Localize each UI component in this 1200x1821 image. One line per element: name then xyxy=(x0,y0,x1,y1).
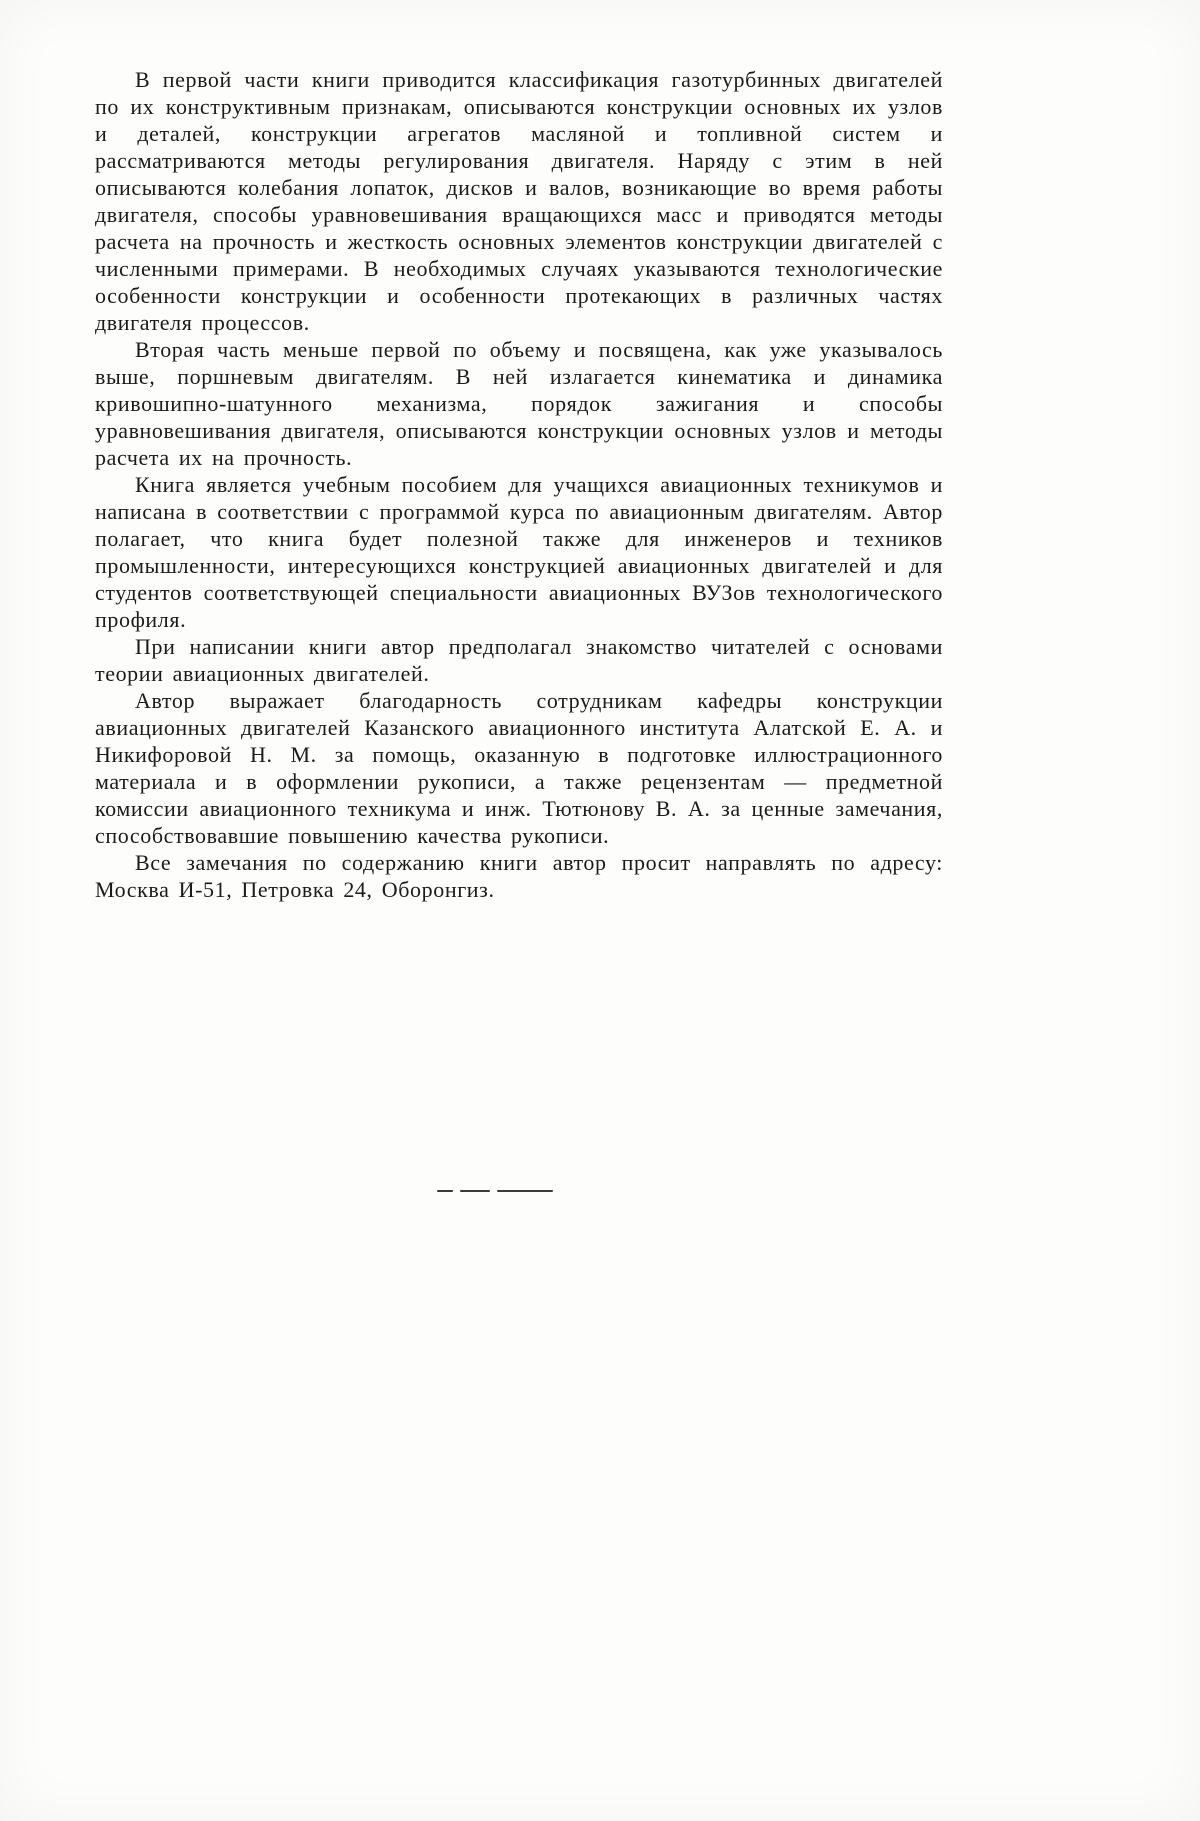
body-text xyxy=(95,66,943,903)
paragraph-part2: Вторая часть меньше первой по объему и посвящена, как уже указывалось выше, поршневым двигателям. В ней излагается кинематика и динамика кривошипно-шатунного механизма, порядок зажигания и способы уравновешивания двигателя, описываются конструкции основных узлов и методы расчета их на прочность. xyxy=(95,337,943,470)
paragraph-feedback-address: Все замечания по содержанию книги автор просит направлять по адресу: Москва И-51, Петровка 24, Оборонгиз. xyxy=(95,850,943,902)
paragraph-acknowledgements: Автор выражает благодарность сотрудникам кафедры конструкции авиационных двигателей Казанского авиационного института Алатской Е. А. и Никифоровой Н. М. за помощь, оказанную в подготовке иллюстрационного материала и в оформлении рукописи, а также рецензентам — предметной комиссии авиационного техникума и инж. Тютюнову В. А. за ценные замечания, способствовавшие повышению качества рукописи. xyxy=(95,688,943,848)
divider-dash-icon xyxy=(497,1190,553,1192)
divider-dash-icon xyxy=(460,1190,490,1192)
decorative-divider xyxy=(437,1188,577,1194)
divider-dash-icon xyxy=(437,1190,453,1192)
paragraph-audience: Книга является учебным пособием для учащихся авиационных техникумов и написана в соответствии с программой курса по авиационным двигателям. Автор полагает, что книга будет полезной также для инженеров и техников промышленности, интересующихся конструкцией авиационных двигателей и для студентов соответствующей специальности авиационных ВУЗов технологического профиля. xyxy=(95,472,943,632)
paragraph-prerequisites: При написании книги автор предполагал знакомство читателей с основами теории авиационных двигателей. xyxy=(95,634,943,686)
paragraph-intro-part1: В первой части книги приводится классификация газотурбинных двигателей по их конструктивным признакам, описываются конструкции основных их узлов и деталей, конструкции агрегатов масляной и топливной систем и рассматриваются методы регулирования двигателя. Наряду с этим в ней описываются колебания лопаток, дисков и валов, возникающие во время работы двигателя, способы уравновешивания вращающихся масс и приводятся методы расчета на прочность и жесткость основных элементов конструкции двигателей с численными примерами. В необходимых случаях указываются технологические особенности конструкции и особенности протекающих в различных частях двигателя процессов. xyxy=(95,67,943,335)
